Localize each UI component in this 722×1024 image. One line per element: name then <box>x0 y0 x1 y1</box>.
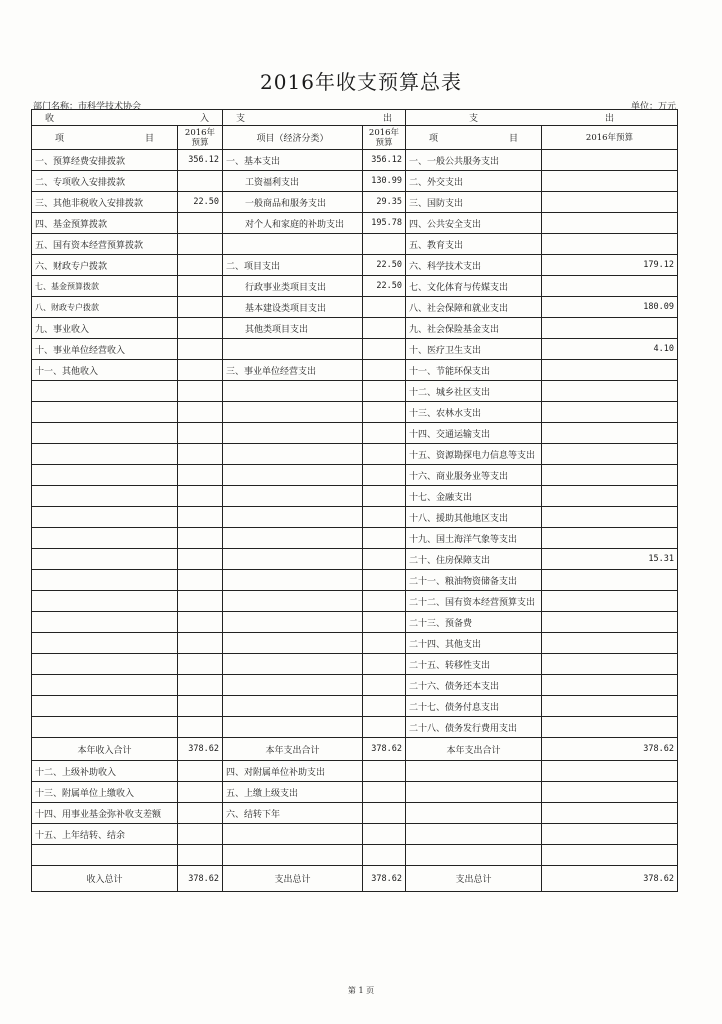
income-item <box>32 591 178 612</box>
expense-func-amount <box>542 654 678 675</box>
expense-econ-item <box>223 234 363 255</box>
expense-econ-amount <box>363 696 406 717</box>
table-row <box>32 465 678 486</box>
expense-func-amount <box>542 507 678 528</box>
expense-func-year-total: 378.62 <box>542 738 678 761</box>
income-item <box>32 507 178 528</box>
empty-cell <box>406 824 542 845</box>
income-amount <box>178 423 223 444</box>
expense-econ-item <box>223 696 363 717</box>
income-amount <box>178 465 223 486</box>
expense-func-amount <box>542 360 678 381</box>
expense-econ-item: 行政事业类项目支出 <box>223 276 363 297</box>
income-item <box>32 423 178 444</box>
expense-year-total: 378.62 <box>363 738 406 761</box>
budget-header: 2016年预算 <box>542 126 678 150</box>
expense-econ-item: 六、结转下年 <box>223 803 363 824</box>
income-amount <box>178 486 223 507</box>
expense-econ-amount <box>363 824 406 845</box>
income-item <box>32 528 178 549</box>
expense-func-amount <box>542 633 678 654</box>
table-row <box>32 654 678 675</box>
budget-header: 2016年预算 <box>363 126 406 150</box>
table-row <box>32 591 678 612</box>
expense-func-amount: 179.12 <box>542 255 678 276</box>
table-row <box>32 402 678 423</box>
expense-econ-amount <box>363 360 406 381</box>
expense-econ-item <box>223 444 363 465</box>
table-row <box>32 234 678 255</box>
item-header: 项 目 <box>406 126 542 150</box>
table-row <box>32 633 678 654</box>
table-row <box>32 803 678 824</box>
income-item <box>32 612 178 633</box>
expense-func-amount <box>542 171 678 192</box>
income-amount <box>178 339 223 360</box>
expense-econ-item <box>223 528 363 549</box>
income-amount <box>178 803 223 824</box>
expense-econ-amount <box>363 465 406 486</box>
table-row <box>32 255 678 276</box>
expense-econ-item <box>223 845 363 866</box>
income-item: 十、事业单位经营收入 <box>32 339 178 360</box>
income-item: 十二、上级补助收入 <box>32 761 178 782</box>
income-amount <box>178 549 223 570</box>
table-row <box>32 276 678 297</box>
year-total-row <box>32 738 678 761</box>
table-row <box>32 339 678 360</box>
income-amount: 22.50 <box>178 192 223 213</box>
table-row <box>32 381 678 402</box>
income-item: 八、财政专户拨款 <box>32 297 178 318</box>
expense-func-item: 二十五、转移性支出 <box>406 654 542 675</box>
table-row <box>32 192 678 213</box>
table-row <box>32 675 678 696</box>
expense-econ-amount: 356.12 <box>363 150 406 171</box>
expense-func-item: 十四、交通运输支出 <box>406 423 542 444</box>
income-amount <box>178 255 223 276</box>
department-label: 部门名称：市科学技术协会 <box>33 102 142 112</box>
expense-econ-item <box>223 570 363 591</box>
expense-grand-total-label: 支出总计 <box>223 866 363 892</box>
expense-func-amount <box>542 276 678 297</box>
income-amount <box>178 171 223 192</box>
table-row <box>32 549 678 570</box>
income-item <box>32 633 178 654</box>
expense-func-item: 五、教育支出 <box>406 234 542 255</box>
expense-econ-amount <box>363 234 406 255</box>
table-row <box>32 696 678 717</box>
table-row <box>32 528 678 549</box>
table-row <box>32 486 678 507</box>
item-econ-header: 项目（经济分类） <box>223 126 363 150</box>
table-row <box>32 845 678 866</box>
income-grand-total-label: 收入总计 <box>32 866 178 892</box>
income-amount <box>178 318 223 339</box>
table-row <box>32 444 678 465</box>
expense-func-amount <box>542 213 678 234</box>
expense-econ-amount <box>363 486 406 507</box>
income-amount <box>178 507 223 528</box>
empty-cell <box>406 761 542 782</box>
expense-func-amount <box>542 591 678 612</box>
income-item: 四、基金预算拨款 <box>32 213 178 234</box>
income-amount <box>178 381 223 402</box>
expense-econ-item <box>223 465 363 486</box>
income-amount <box>178 761 223 782</box>
income-item <box>32 570 178 591</box>
expense-func-item: 十一、节能环保支出 <box>406 360 542 381</box>
expense-func-item: 十二、城乡社区支出 <box>406 381 542 402</box>
expense-econ-amount <box>363 761 406 782</box>
expense-func-item: 二十、住房保障支出 <box>406 549 542 570</box>
budget-table <box>31 109 678 892</box>
expense-func-item: 十七、金融支出 <box>406 486 542 507</box>
expense-econ-amount <box>363 845 406 866</box>
income-amount <box>178 782 223 803</box>
expense-econ-item: 对个人和家庭的补助支出 <box>223 213 363 234</box>
income-amount <box>178 824 223 845</box>
income-item: 十一、其他收入 <box>32 360 178 381</box>
expense-func-item: 四、公共安全支出 <box>406 213 542 234</box>
expense-func-item: 二十六、债务还本支出 <box>406 675 542 696</box>
income-header: 收 入 <box>32 110 223 126</box>
income-item: 十四、用事业基金弥补收支差额 <box>32 803 178 824</box>
expense-econ-item <box>223 717 363 738</box>
expense-econ-amount <box>363 782 406 803</box>
income-item <box>32 717 178 738</box>
expense-func-amount <box>542 486 678 507</box>
table-row <box>32 782 678 803</box>
expense-func-year-total-label: 本年支出合计 <box>406 738 542 761</box>
expense-year-total-label: 本年支出合计 <box>223 738 363 761</box>
header-row-columns <box>32 126 678 150</box>
table-row <box>32 612 678 633</box>
expense-econ-amount <box>363 633 406 654</box>
expense-econ-amount <box>363 297 406 318</box>
expense-func-grand-total-label: 支出总计 <box>406 866 542 892</box>
expense-econ-item: 三、事业单位经营支出 <box>223 360 363 381</box>
income-amount <box>178 675 223 696</box>
expense-func-amount <box>542 423 678 444</box>
expense-econ-amount <box>363 717 406 738</box>
table-row <box>32 360 678 381</box>
expense-econ-item <box>223 591 363 612</box>
income-year-total: 378.62 <box>178 738 223 761</box>
income-item: 十三、附属单位上缴收入 <box>32 782 178 803</box>
expense-econ-item: 一般商品和服务支出 <box>223 192 363 213</box>
expense-econ-header: 支 出 <box>223 110 406 126</box>
expense-econ-item: 基本建设类项目支出 <box>223 297 363 318</box>
expense-econ-item: 工资福利支出 <box>223 171 363 192</box>
expense-econ-amount <box>363 444 406 465</box>
expense-func-item: 十八、援助其他地区支出 <box>406 507 542 528</box>
expense-func-amount: 180.09 <box>542 297 678 318</box>
expense-econ-amount <box>363 549 406 570</box>
expense-func-amount <box>542 696 678 717</box>
expense-econ-item: 五、上缴上级支出 <box>223 782 363 803</box>
income-amount <box>178 213 223 234</box>
expense-func-amount: 15.31 <box>542 549 678 570</box>
expense-func-item: 二十二、国有资本经营预算支出 <box>406 591 542 612</box>
expense-func-amount <box>542 150 678 171</box>
income-amount: 356.12 <box>178 150 223 171</box>
expense-econ-amount: 22.50 <box>363 276 406 297</box>
expense-econ-item: 其他类项目支出 <box>223 318 363 339</box>
budget-header: 2016年预算 <box>178 126 223 150</box>
table-row <box>32 761 678 782</box>
empty-cell <box>406 845 542 866</box>
expense-func-item: 八、社会保障和就业支出 <box>406 297 542 318</box>
expense-econ-item <box>223 675 363 696</box>
expense-func-amount <box>542 444 678 465</box>
expense-econ-amount <box>363 803 406 824</box>
income-item: 一、预算经费安排拨款 <box>32 150 178 171</box>
expense-econ-item <box>223 339 363 360</box>
expense-func-amount <box>542 318 678 339</box>
expense-func-item: 一、一般公共服务支出 <box>406 150 542 171</box>
expense-econ-amount: 22.50 <box>363 255 406 276</box>
expense-econ-amount <box>363 612 406 633</box>
empty-cell <box>542 803 678 824</box>
income-item: 九、事业收入 <box>32 318 178 339</box>
unit-label: 单位：万元 <box>630 102 676 112</box>
income-amount <box>178 717 223 738</box>
income-amount <box>178 845 223 866</box>
table-row <box>32 717 678 738</box>
income-item <box>32 486 178 507</box>
income-item <box>32 654 178 675</box>
expense-func-item: 二、外交支出 <box>406 171 542 192</box>
income-amount <box>178 633 223 654</box>
expense-func-item: 二十八、债务发行费用支出 <box>406 717 542 738</box>
expense-func-item: 十五、资源勘探电力信息等支出 <box>406 444 542 465</box>
expense-func-amount <box>542 675 678 696</box>
expense-econ-amount: 195.78 <box>363 213 406 234</box>
page-number: 第 1 页 <box>347 986 375 995</box>
table-row <box>32 507 678 528</box>
expense-func-item: 二十三、预备费 <box>406 612 542 633</box>
expense-econ-item <box>223 402 363 423</box>
expense-econ-item <box>223 507 363 528</box>
income-item: 五、国有资本经营预算拨款 <box>32 234 178 255</box>
income-amount <box>178 570 223 591</box>
expense-func-amount: 4.10 <box>542 339 678 360</box>
grand-total-row <box>32 866 678 892</box>
expense-func-amount <box>542 528 678 549</box>
expense-func-amount <box>542 381 678 402</box>
empty-cell <box>542 761 678 782</box>
table-row <box>32 318 678 339</box>
empty-cell <box>542 824 678 845</box>
income-year-total-label: 本年收入合计 <box>32 738 178 761</box>
expense-econ-item: 二、项目支出 <box>223 255 363 276</box>
expense-econ-amount <box>363 675 406 696</box>
empty-cell <box>542 782 678 803</box>
expense-func-amount <box>542 234 678 255</box>
expense-econ-item <box>223 549 363 570</box>
expense-func-item: 三、国防支出 <box>406 192 542 213</box>
expense-econ-amount <box>363 402 406 423</box>
income-item: 二、专项收入安排拨款 <box>32 171 178 192</box>
expense-func-amount <box>542 612 678 633</box>
expense-func-item: 二十一、粮油物资储备支出 <box>406 570 542 591</box>
income-item <box>32 465 178 486</box>
expense-econ-item: 一、基本支出 <box>223 150 363 171</box>
table-row <box>32 171 678 192</box>
expense-func-item: 十、医疗卫生支出 <box>406 339 542 360</box>
expense-econ-amount: 29.35 <box>363 192 406 213</box>
income-amount <box>178 444 223 465</box>
expense-func-item: 十九、国土海洋气象等支出 <box>406 528 542 549</box>
income-amount <box>178 402 223 423</box>
income-item: 六、财政专户拨款 <box>32 255 178 276</box>
expense-func-grand-total: 378.62 <box>542 866 678 892</box>
expense-econ-amount: 130.99 <box>363 171 406 192</box>
expense-econ-amount <box>363 318 406 339</box>
income-amount <box>178 276 223 297</box>
expense-func-item: 九、社会保险基金支出 <box>406 318 542 339</box>
expense-func-item: 七、文化体育与传媒支出 <box>406 276 542 297</box>
table-row <box>32 824 678 845</box>
empty-cell <box>542 845 678 866</box>
header-row-group <box>32 110 678 126</box>
income-item <box>32 675 178 696</box>
expense-grand-total: 378.62 <box>363 866 406 892</box>
expense-econ-item <box>223 612 363 633</box>
income-item: 七、基金预算拨款 <box>32 276 178 297</box>
expense-econ-amount <box>363 654 406 675</box>
page-title: 2016年收支预算总表 <box>260 70 462 94</box>
expense-econ-item <box>223 381 363 402</box>
expense-econ-amount <box>363 381 406 402</box>
income-grand-total: 378.62 <box>178 866 223 892</box>
income-amount <box>178 591 223 612</box>
table-row <box>32 570 678 591</box>
income-amount <box>178 297 223 318</box>
expense-econ-amount <box>363 423 406 444</box>
expense-econ-item <box>223 824 363 845</box>
income-amount <box>178 612 223 633</box>
table-row <box>32 213 678 234</box>
income-item: 三、其他非税收入安排拨款 <box>32 192 178 213</box>
item-header: 项 目 <box>32 126 178 150</box>
expense-econ-item: 四、对附属单位补助支出 <box>223 761 363 782</box>
income-amount <box>178 696 223 717</box>
expense-econ-amount <box>363 528 406 549</box>
expense-econ-amount <box>363 591 406 612</box>
expense-econ-amount <box>363 507 406 528</box>
expense-func-header: 支 出 <box>406 110 678 126</box>
income-item <box>32 696 178 717</box>
empty-cell <box>406 803 542 824</box>
expense-econ-item <box>223 486 363 507</box>
income-item <box>32 549 178 570</box>
income-amount <box>178 528 223 549</box>
expense-func-amount <box>542 717 678 738</box>
expense-func-amount <box>542 570 678 591</box>
expense-func-item: 六、科学技术支出 <box>406 255 542 276</box>
expense-econ-amount <box>363 339 406 360</box>
expense-func-amount <box>542 465 678 486</box>
income-amount <box>178 360 223 381</box>
income-item <box>32 444 178 465</box>
empty-cell <box>406 782 542 803</box>
expense-func-item: 二十七、债务付息支出 <box>406 696 542 717</box>
table-row <box>32 423 678 444</box>
expense-func-amount <box>542 192 678 213</box>
expense-econ-item <box>223 423 363 444</box>
income-item <box>32 402 178 423</box>
income-amount <box>178 654 223 675</box>
table-row <box>32 150 678 171</box>
expense-econ-item <box>223 633 363 654</box>
income-item <box>32 845 178 866</box>
expense-econ-item <box>223 654 363 675</box>
expense-func-item: 十三、农林水支出 <box>406 402 542 423</box>
income-item <box>32 381 178 402</box>
expense-func-amount <box>542 402 678 423</box>
expense-econ-amount <box>363 570 406 591</box>
table-row <box>32 297 678 318</box>
income-amount <box>178 234 223 255</box>
expense-func-item: 二十四、其他支出 <box>406 633 542 654</box>
income-item: 十五、上年结转、结余 <box>32 824 178 845</box>
expense-func-item: 十六、商业服务业等支出 <box>406 465 542 486</box>
